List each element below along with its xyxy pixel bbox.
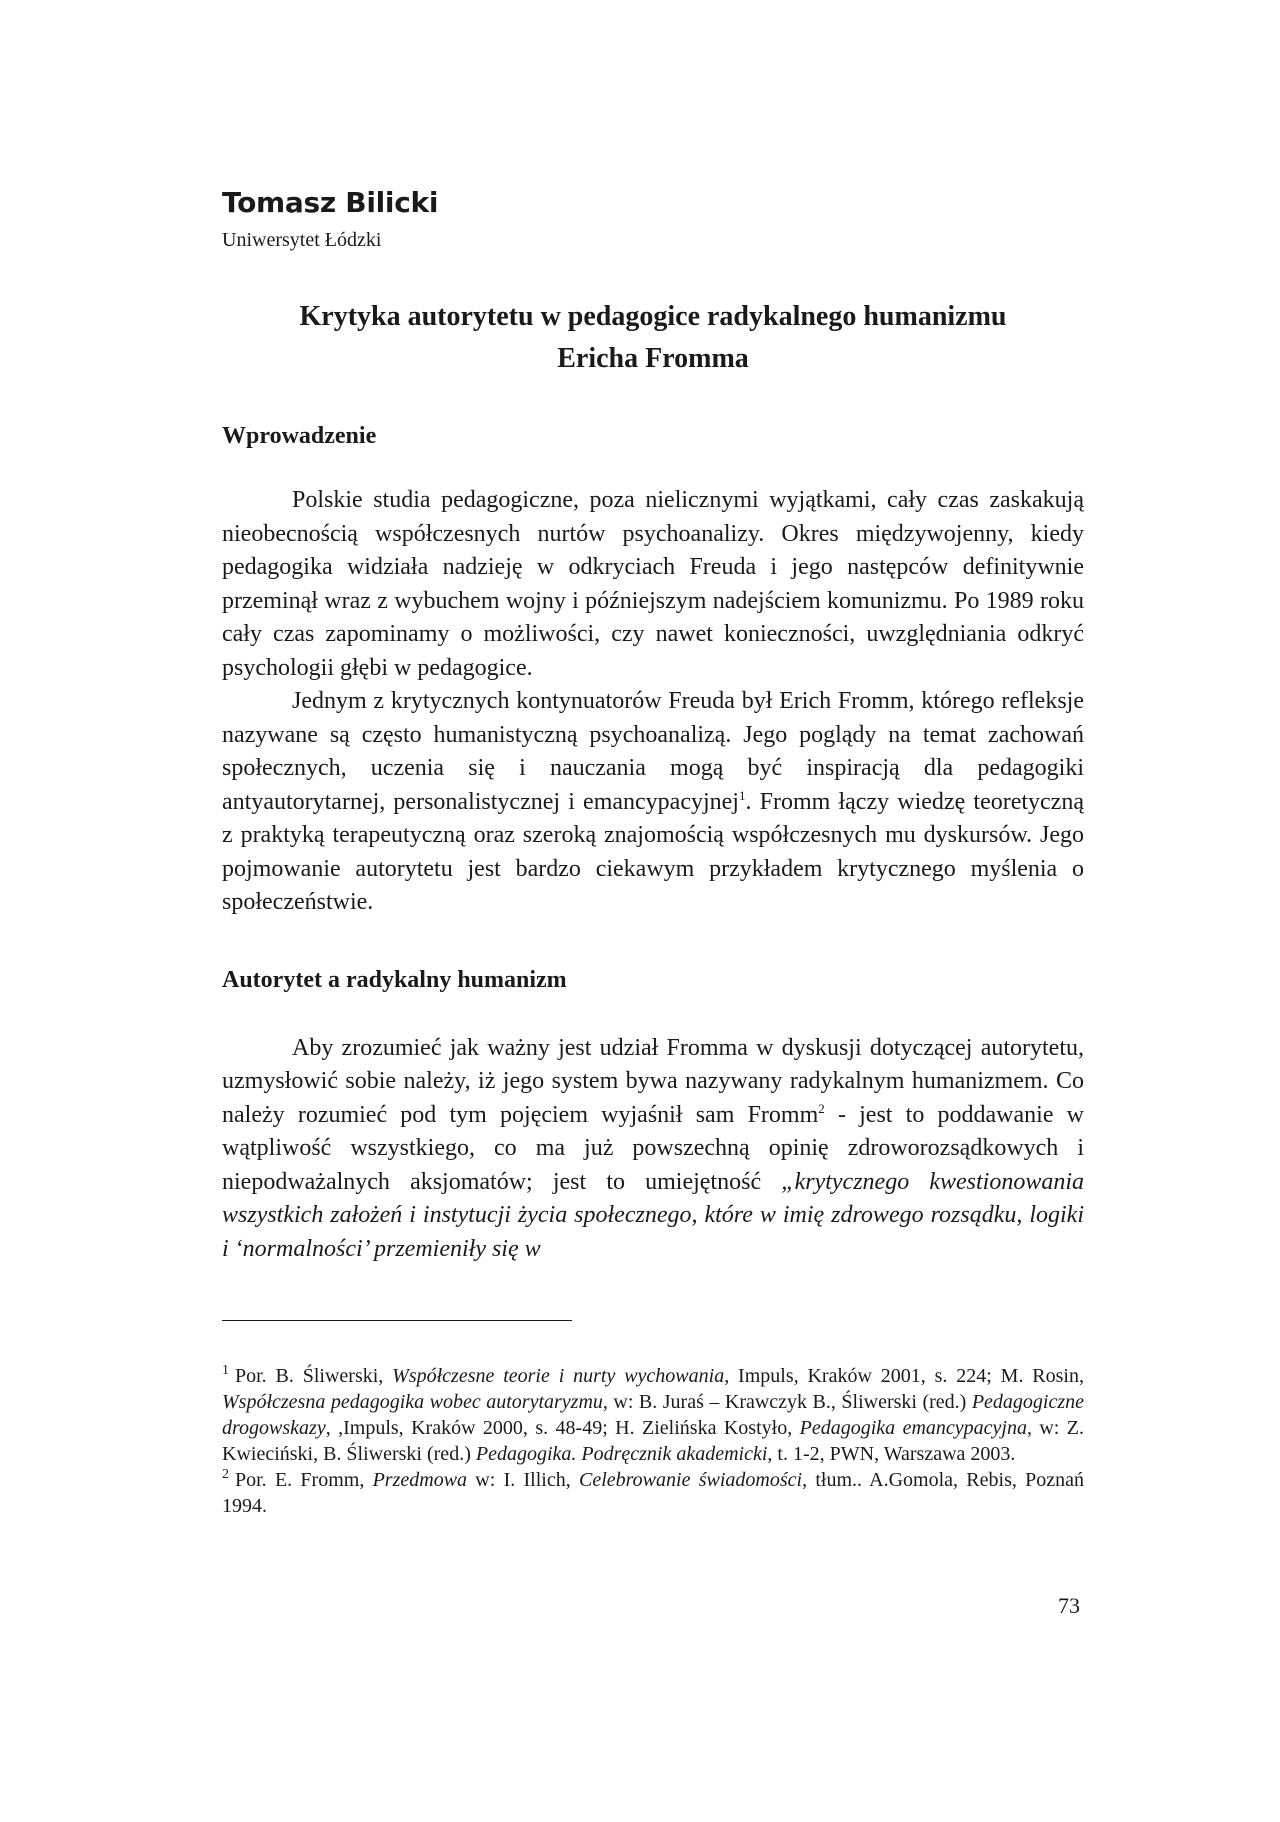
footnote-2-work-title: Celebrowanie świadomości <box>578 1469 803 1491</box>
footnote-1-work-title: Pedagogika. Podręcznik akademicki <box>475 1443 768 1465</box>
footnotes <box>222 1363 1084 1519</box>
footnote-1-text: , w: B. Juraś – Krawczyk B., Śliwerski (red.) <box>602 1391 972 1413</box>
footnote-separator <box>222 1320 572 1321</box>
footnote-ref-2[interactable]: 2 <box>818 1100 825 1116</box>
footnote-1-text: Por. B. Śliwerski, <box>235 1365 393 1387</box>
paragraph-intro-2 <box>222 685 1084 920</box>
footnote-1-work-title: Współczesne teorie i nurty wychowania <box>392 1365 725 1387</box>
page-body <box>222 186 1084 1519</box>
footnote-1-text: , t. 1-2, PWN, Warszawa 2003. <box>767 1443 1016 1465</box>
article-title <box>222 296 1084 380</box>
paragraph-authority-1 <box>222 1032 1084 1267</box>
article-title-line-1: Krytyka autorytetu w pedagogice radykalnego humanizmu <box>299 301 1007 332</box>
footnote-2-number: 2 <box>222 1467 229 1483</box>
footnote-ref-1[interactable]: 1 <box>738 787 746 803</box>
footnote-1 <box>222 1363 1084 1467</box>
footnote-1-work-title: Współczesna pedagogika wobec autorytaryzmu <box>222 1391 603 1413</box>
page-number: 73 <box>1058 1593 1080 1618</box>
section-heading-introduction: Wprowadzenie <box>222 423 377 449</box>
paragraph-authority-1-text-b: - jest to poddawanie w wątpliwość wszystkiego, co ma już powszechną opinię zdroworozsądkowych i niepodważalnych aksjomatów; jest to umiejętność <box>222 1101 1085 1195</box>
article-title-line-2: Ericha Fromma <box>557 343 749 374</box>
author-name: Tomasz Bilicki <box>222 186 439 219</box>
footnote-2 <box>222 1467 1084 1519</box>
paragraph-intro-1: Polskie studia pedagogiczne, poza nielicznymi wyjątkami, cały czas zaskakują nieobecnością współczesnych nurtów psychoanalizy. Okres międzywojenny, kiedy pedagogika widziała nadzieję w odkryciach Freuda i jego następców definitywnie przeminął wraz z wybuchem wojny i późniejszym nadejściem komunizmu. Po 1989 roku cały czas zapominamy o możliwości, czy nawet konieczności, uwzględniania odkryć psychologii głębi w pedagogice. <box>222 487 1084 681</box>
author-affiliation: Uniwersytet Łódzki <box>222 229 382 251</box>
footnote-1-work-title: Pedagogiczne drogowskazy <box>222 1391 1085 1439</box>
footnote-2-text: , tłum.. A.Gomola, Rebis, Poznań 1994. <box>222 1469 1084 1517</box>
paragraph-authority-1-text-a: Aby zrozumieć jak ważny jest udział Fromma w dyskusji dotyczącej autorytetu, uzmysłowić sobie należy, iż jego system bywa nazywany radykalnym humanizmem. Co należy rozumieć pod tym pojęciem wyjaśnił sam Fromm <box>222 1034 1084 1128</box>
quotation-italic: „krytycznego kwestionowania wszystkich założeń i instytucji życia społecznego, które w imię zdrowego rozsądku, logiki i ‘normalności’ przemieniły się w <box>222 1168 1084 1262</box>
footnote-1-text: , Impuls, Kraków 2001, s. 224; M. Rosin, <box>724 1365 1084 1387</box>
footnote-1-text: , ,Impuls, Kraków 2000, s. 48-49; H. Zielińska Kostyło, <box>325 1417 800 1439</box>
footnote-2-text: w: I. Illich, <box>467 1469 579 1491</box>
paragraph-intro-2-rest: . Fromm łączy wiedzę teoretyczną z praktyką terapeutyczną oraz szeroką znajomością współczesnych mu dyskursów. Jego pojmowanie autorytetu jest bardzo ciekawym przykładem krytycznego myślenia o społeczeństwie. <box>222 788 1084 915</box>
footnote-2-work-title: Przedmowa <box>372 1469 468 1491</box>
footnote-1-text: , w: Z. Kwieciński, B. Śliwerski (red.) <box>222 1417 1084 1465</box>
footnote-2-text: Por. E. Fromm, <box>235 1469 373 1491</box>
section-heading-authority: Autorytet a radykalny humanizm <box>222 966 567 993</box>
footnote-1-work-title: Pedagogika emancypacyjna <box>799 1417 1027 1439</box>
footnote-1-number: 1 <box>222 1363 229 1379</box>
paragraph-intro-2-text: Jednym z krytycznych kontynuatorów Freuda był Erich Fromm, którego refleksje nazywane są często humanistyczną psychoanalizą. Jego poglądy na temat zachowań społecznych, uczenia się i nauczania mogą być inspiracją dla pedagogiki antyautorytarnej, personalistycznej i emancypacyjnej <box>222 688 1084 815</box>
